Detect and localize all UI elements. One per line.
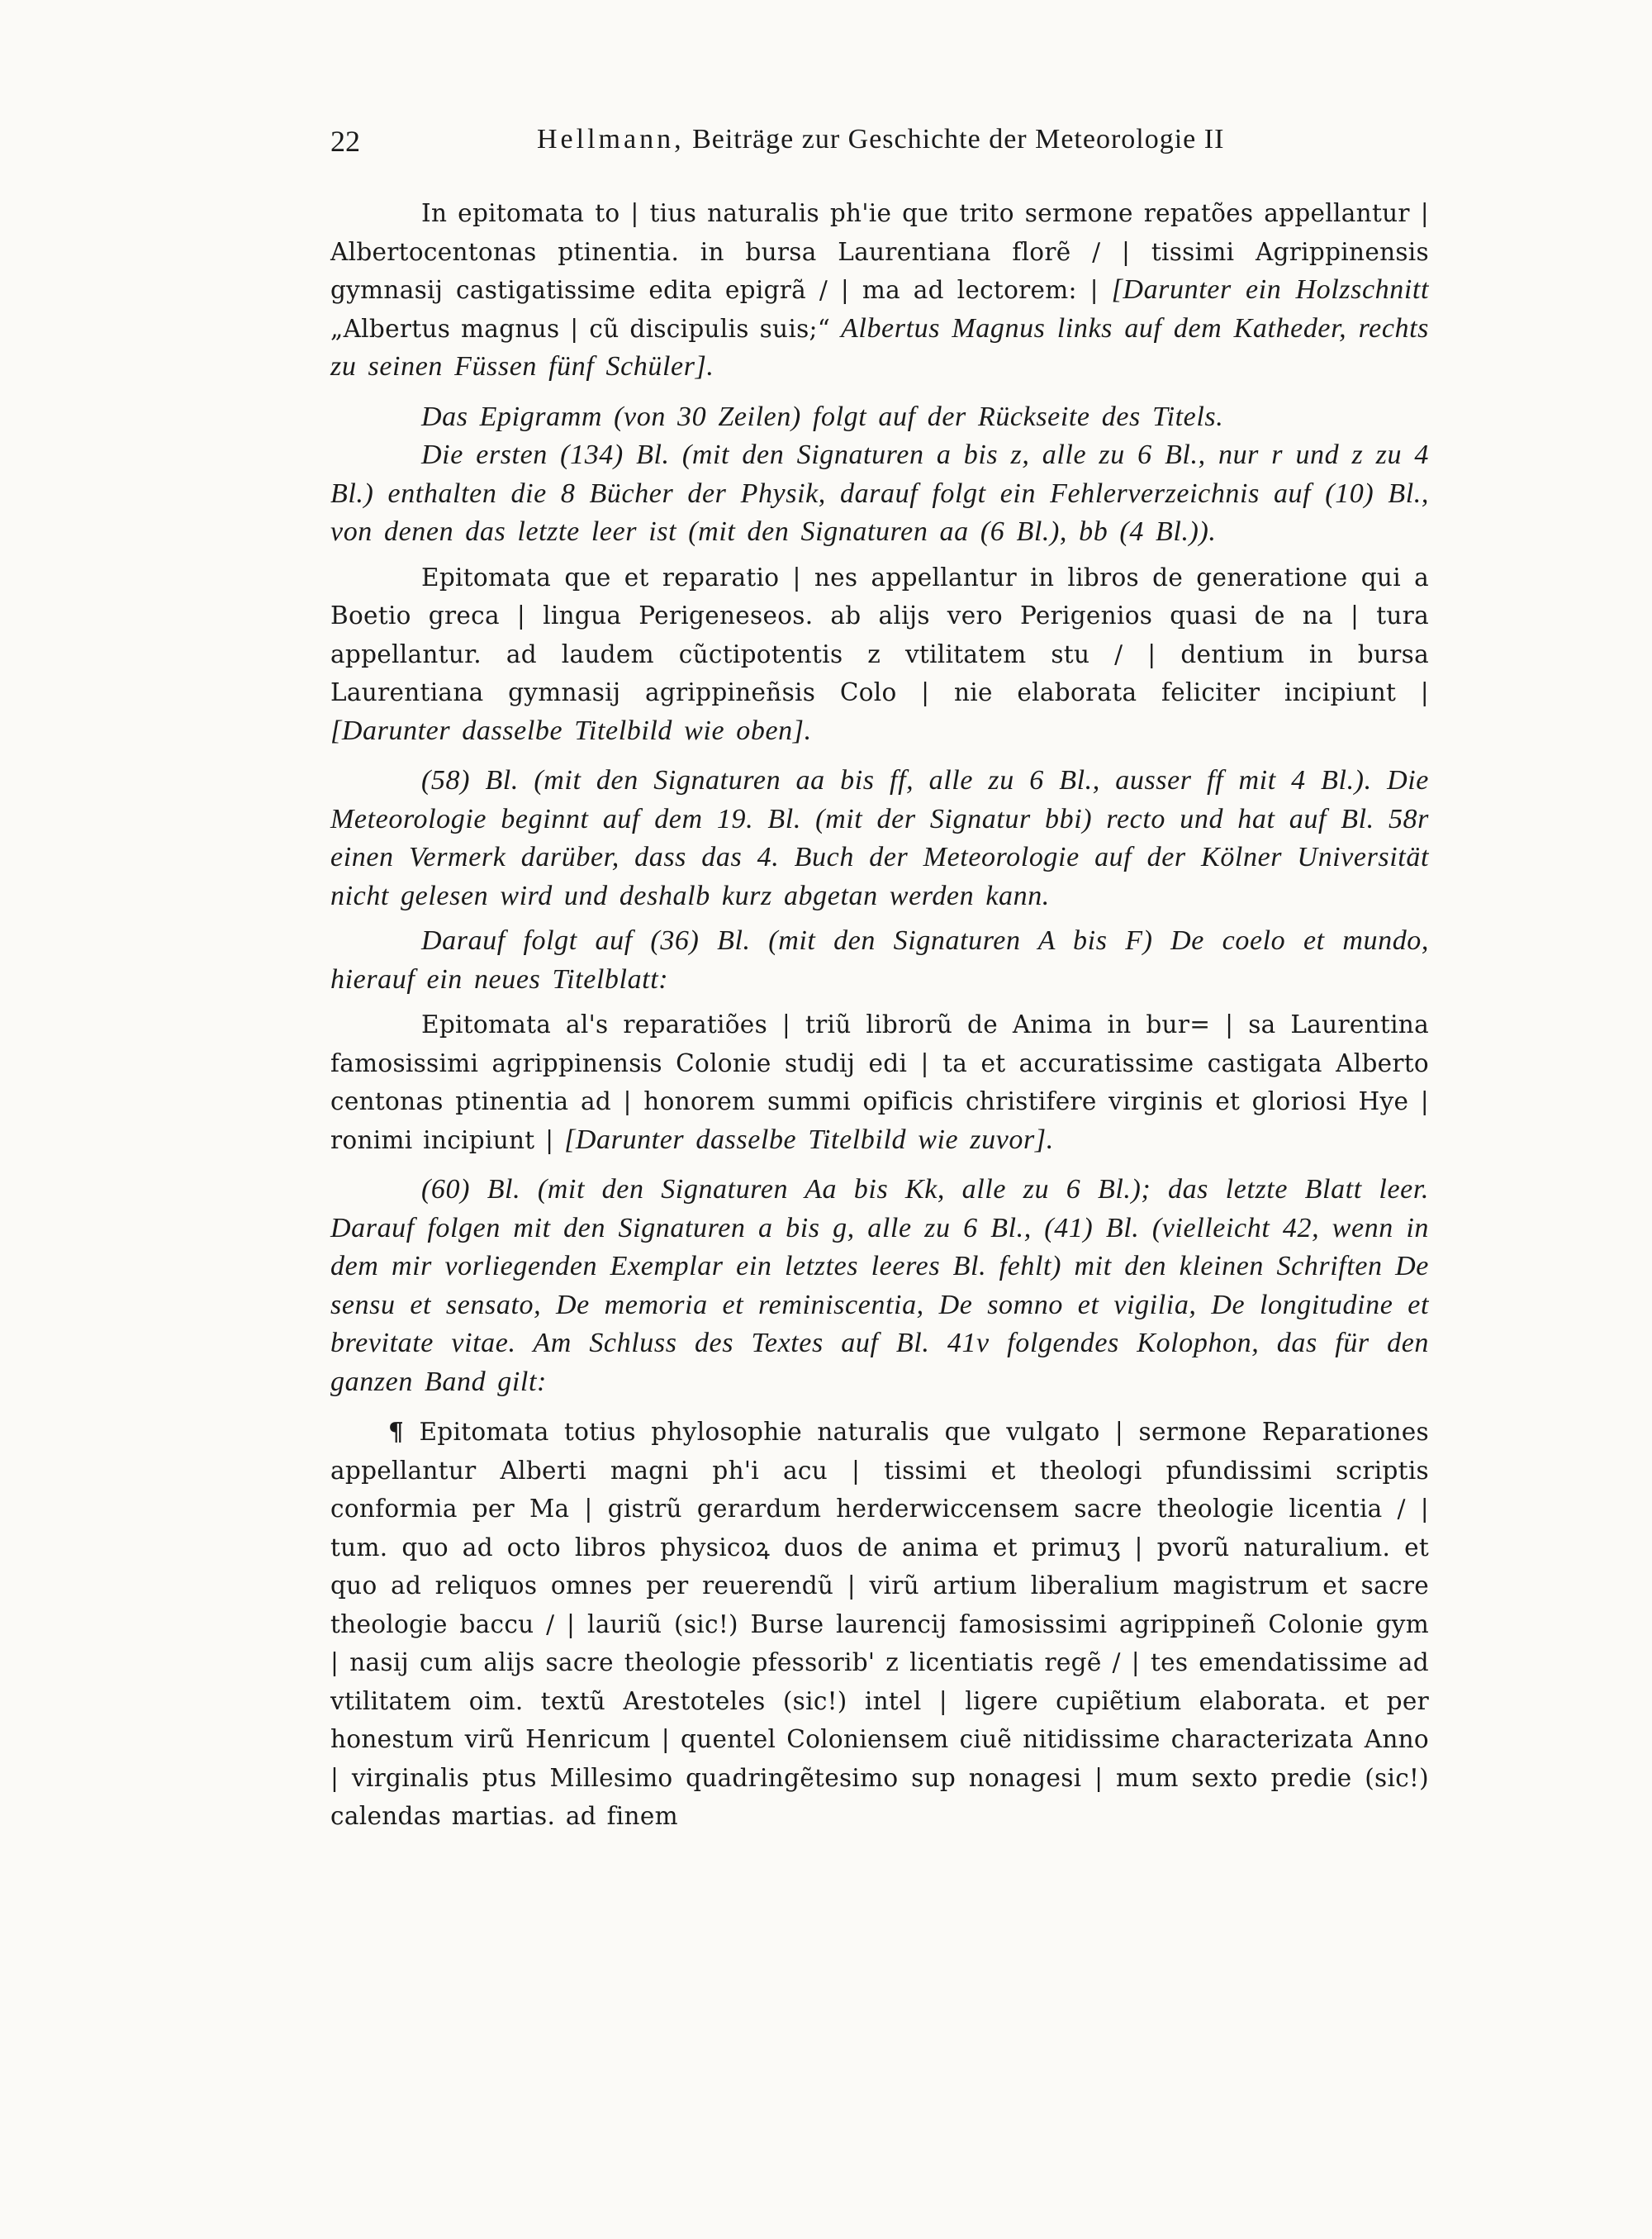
paragraph-small-writings: (60) Bl. (mit den Signaturen Aa bis Kk, alle zu 6 Bl.); das letzte Blatt leer. Darauf folgen mit den Signaturen a bis g, alle zu 6 Bl., (41) Bl. (vielleicht 42, wenn in dem mir vorliegenden Exemplar ein letztes leeres Bl. fehlt) mit den kleinen Schriften De sensu et sensato, De memoria et reminiscentia, De somno et vigilia, De longitudine et brevitate vitae. Am Schluss des Textes auf Bl. 41v folgendes Kolophon, das für den ganzen Band gilt: <box>330 1174 1429 1397</box>
running-title-author: Hellmann, <box>537 124 685 154</box>
editor-note: [Darunter dasselbe Titelbild wie oben]. <box>330 715 812 746</box>
pilcrow-mark: ¶ <box>388 1417 405 1446</box>
running-title-text: Beiträge zur Geschichte der Meteorologie II <box>692 124 1225 154</box>
blackletter-title-text: In epitomata to | tius naturalis ph'ie que trito sermone repatões appellantur | Albertocentonas ptinentia. in bursa Laurentiana florẽ / | tissimi Agrippinensis gymnasij castigatissime edita epigrã / | ma ad lectorem: | <box>330 199 1429 304</box>
running-head <box>330 124 1429 174</box>
colophon-text: Epitomata totius phylosophie naturalis que vulgato | sermone Reparationes appellantur Alberti magni ph'i acu | tissimi et theologi pfundissimi scriptis conformia per Ma | gistrũ gerardum herderwiccensem sacre theologie licentia / | tum. quo ad octo libros physicoꝝ duos de anima et primuʒ | pvorũ naturalium. et quo ad reliquos omnes per reuerendũ | virũ artium liberalium magistrum et sacre theologie baccu / | lauriũ (sic!) Burse laurencij famosissimi agrippineñ Colonie gym | nasij cum alijs sacre theologie pfessorib' z licentiatis regẽ / | tes emendatissime ad vtilitatem oim. textũ Arestoteles (sic!) intel | ligere cupiẽtium elaborata. et per honestum virũ Henricum | quentel Coloniensem ciuẽ nitidissime characterizata Anno | virginalis ptus Millesimo quadringẽtesimo sup nonagesi | mum sexto predie (sic!) calendas martias. ad finem <box>330 1418 1429 1830</box>
paragraph-de-coelo: Darauf folgt auf (36) Bl. (mit den Signaturen A bis F) De coelo et mundo, hierauf ein neues Titelblatt: <box>330 925 1429 995</box>
blackletter-title-text: Epitomata al's reparatiões | triũ librorũ de Anima in bur= | sa Laurentina famosissimi agrippinensis Colonie studij edi | ta et accuratissime castigata Alberto centonas ptinentia ad | honorem summi opificis christifere virginis et gloriosi Hye | ronimi incipiunt | <box>330 1010 1429 1154</box>
title-transcription-physics <box>330 194 1429 387</box>
blackletter-title-text: Epitomata que et reparatio | nes appellantur in libros de generatione qui a Boetio greca | lingua Perigeneseos. ab alijs vero Perigenios quasi de na | tura appellantur. ad laudem cũctipotentis z vtilitatem stu / | dentium in bursa Laurentiana gymnasij agrippineñsis Colo | nie elaborata feliciter incipiunt | <box>330 563 1429 706</box>
title-transcription-generation <box>330 559 1429 751</box>
running-title <box>537 124 1224 155</box>
colophon-transcription <box>330 1413 1429 1836</box>
editor-note-end: Albertus Magnus links auf dem Katheder, rechts zu seinen Füssen fünf Schüler]. <box>330 312 1430 382</box>
paragraph-first-leaves: Die ersten (134) Bl. (mit den Signaturen a bis z, alle zu 6 Bl., nur r und z zu 4 Bl.) enthalten die 8 Bücher der Physik, darauf folgt ein Fehlerverzeichnis auf (10) Bl., von denen das letzte leer ist (mit den Signaturen aa (6 Bl.), bb (4 Bl.)). <box>330 440 1429 547</box>
paragraph-epigram: Das Epigramm (von 30 Zeilen) folgt auf der Rückseite des Titels. <box>421 401 1224 432</box>
title-transcription-anima <box>330 1005 1429 1159</box>
woodcut-caption: „Albertus magnus | cũ discipulis suis;“ <box>330 314 831 343</box>
editor-note: [Darunter ein Holzschnitt <box>1111 274 1429 305</box>
body-text <box>330 194 1429 1836</box>
editor-note: [Darunter dasselbe Titelbild wie zuvor]. <box>564 1124 1054 1155</box>
page-number: 22 <box>330 125 360 158</box>
paragraph-meteorology: (58) Bl. (mit den Signaturen aa bis ff, alle zu 6 Bl., ausser ff mit 4 Bl.). Die Meteorologie beginnt auf dem 19. Bl. (mit der Signatur bbi) recto und hat auf Bl. 58r einen Vermerk darüber, dass das 4. Buch der Meteorologie auf der Kölner Universität nicht gelesen wird und deshalb kurz abgetan werden kann. <box>330 765 1429 911</box>
